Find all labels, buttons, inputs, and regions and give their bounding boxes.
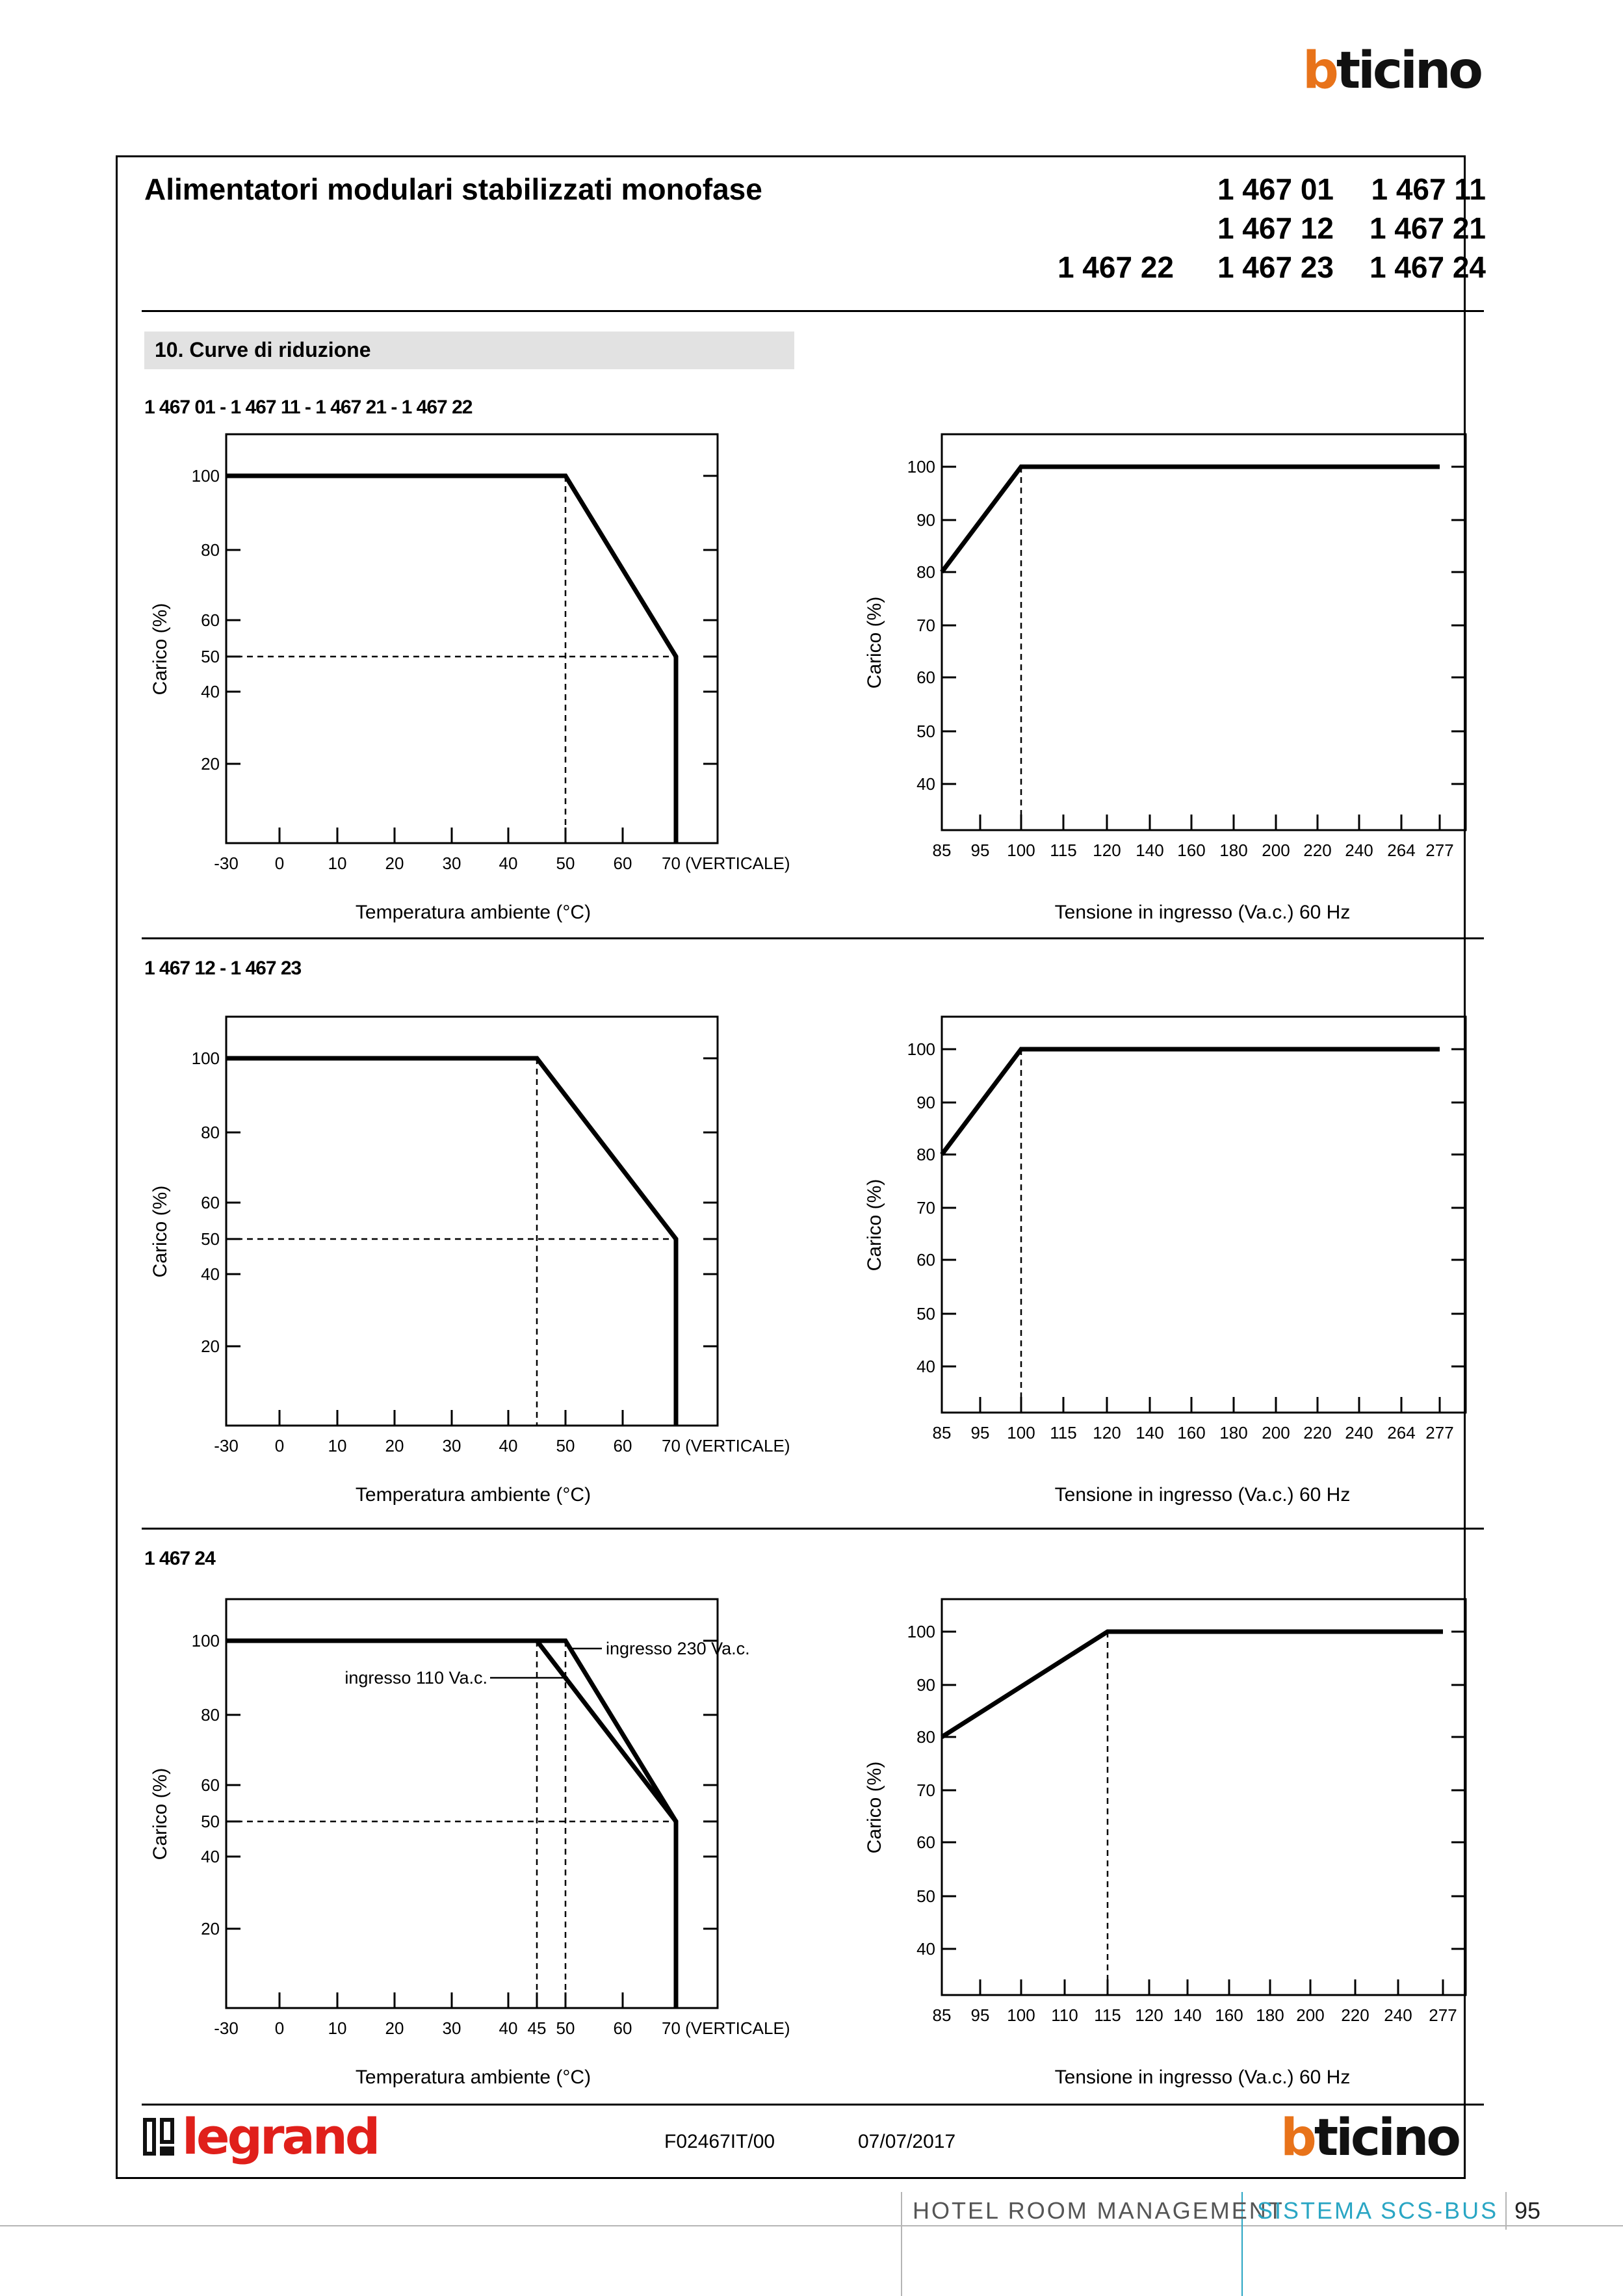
chart-volt-1: [858, 429, 1508, 923]
series-callout-label: ingresso 110 Va.c.: [344, 1668, 487, 1688]
y-axis-label: Carico (%): [149, 1768, 171, 1860]
bticino-footer-b: b: [1280, 2109, 1314, 2167]
code-7: 1 467 24: [1369, 250, 1486, 284]
x-tick-label: -30: [214, 854, 239, 873]
code-6: 1 467 23: [1217, 250, 1334, 284]
x-tick-label: 10: [328, 854, 347, 873]
y-tick-label: 80: [201, 1123, 220, 1142]
x-tick-label: 20: [385, 1436, 404, 1455]
x-tick-label: 140: [1136, 1423, 1164, 1442]
x-tick-label: 110: [1051, 2005, 1078, 2025]
x-tick-label: 0: [274, 1436, 285, 1455]
y-axis-label: Carico (%): [149, 603, 171, 696]
y-tick-label: 100: [191, 1631, 220, 1650]
series-line-1: [942, 1049, 1440, 1155]
x-tick-label: 120: [1093, 1423, 1121, 1442]
y-tick-label: 100: [907, 1622, 935, 1641]
y-axis-label: Carico (%): [864, 1179, 885, 1272]
x-tick-label: 20: [385, 2018, 404, 2038]
y-tick-label: 60: [201, 610, 220, 630]
x-axis-label: Temperatura ambiente (°C): [355, 2067, 591, 2088]
x-tick-label: 277: [1425, 1423, 1454, 1442]
y-tick-label: 80: [201, 540, 220, 560]
x-tick-label: 30: [442, 2018, 461, 2038]
plot-frame: [226, 434, 718, 843]
bticino-logo-top: [1303, 42, 1481, 100]
y-tick-label: 100: [907, 457, 935, 476]
y-tick-label: 40: [201, 1847, 220, 1866]
footer-divider: [142, 2104, 1484, 2106]
x-tick-label: 100: [1007, 2005, 1035, 2025]
legrand-mark-icon: [142, 2117, 175, 2157]
group-label-3: 1 467 24: [144, 1548, 215, 1569]
plot-frame: [226, 1599, 718, 2008]
y-tick-label: 80: [916, 1727, 935, 1747]
x-tick-label: 277: [1429, 2005, 1457, 2025]
y-tick-label: 100: [191, 466, 220, 486]
x-axis-label: Tensione in ingresso (Va.c.) 60 Hz: [1054, 2067, 1351, 2088]
x-tick-label: 180: [1219, 841, 1248, 860]
chart-volt-3: [858, 1594, 1508, 2088]
x-axis-label: Temperatura ambiente (°C): [355, 1484, 591, 1506]
x-tick-label: 40: [499, 2018, 518, 2038]
x-tick-label: 60: [613, 2018, 632, 2038]
x-tick-label: 160: [1177, 1423, 1206, 1442]
document-title: Alimentatori modulari stabilizzati monofase: [144, 172, 762, 206]
y-tick-label: 90: [916, 510, 935, 530]
y-tick-label: 60: [201, 1193, 220, 1212]
x-tick-label: 100: [1007, 1423, 1035, 1442]
footer-date: 07/07/2017: [858, 2131, 956, 2152]
series-line-2: [226, 1641, 676, 2008]
group-label-1: 1 467 01 - 1 467 11 - 1 467 21 - 1 467 22: [144, 397, 473, 418]
x-tick-label: 50: [556, 854, 575, 873]
y-tick-label: 40: [201, 1264, 220, 1284]
y-axis-label: Carico (%): [149, 1185, 171, 1278]
x-tick-label: 40: [499, 854, 518, 873]
x-tick-label: 50: [556, 1436, 575, 1455]
x-tick-label: 200: [1296, 2005, 1325, 2025]
code-5: 1 467 22: [1057, 250, 1174, 284]
x-tick-label: 85: [932, 2005, 952, 2025]
y-tick-label: 50: [916, 722, 935, 741]
y-tick-label: 60: [201, 1775, 220, 1795]
group-label-2: 1 467 12 - 1 467 23: [144, 958, 302, 979]
x-axis-label: Temperatura ambiente (°C): [355, 902, 591, 923]
x-tick-label: 70 (VERTICALE): [662, 1436, 790, 1455]
y-tick-label: 40: [201, 682, 220, 701]
x-tick-label: 277: [1425, 841, 1454, 860]
y-tick-label: 20: [201, 754, 220, 774]
plot-frame: [226, 1017, 718, 1426]
y-tick-label: 20: [201, 1919, 220, 1938]
x-tick-label: 120: [1093, 841, 1121, 860]
x-tick-label: 200: [1262, 841, 1290, 860]
chart-temp-1: [142, 429, 792, 923]
y-tick-label: 100: [191, 1049, 220, 1068]
x-tick-label: 115: [1094, 2005, 1121, 2025]
bticino-logo-b: b: [1303, 42, 1336, 100]
y-tick-label: 50: [201, 1812, 220, 1831]
y-tick-label: 100: [907, 1039, 935, 1059]
x-tick-label: 120: [1135, 2005, 1163, 2025]
y-tick-label: 90: [916, 1093, 935, 1112]
x-tick-label: 95: [970, 2005, 990, 2025]
x-tick-label: 240: [1345, 841, 1373, 860]
x-tick-label: 30: [442, 1436, 461, 1455]
y-tick-label: 50: [201, 647, 220, 666]
x-tick-label: 140: [1136, 841, 1164, 860]
x-tick-label: 0: [274, 854, 285, 873]
y-tick-label: 80: [916, 1145, 935, 1164]
x-tick-label: 240: [1384, 2005, 1412, 2025]
x-tick-label: 264: [1387, 841, 1416, 860]
x-tick-label: 0: [274, 2018, 285, 2038]
bottom-separator-1: [901, 2192, 902, 2296]
x-tick-label: 10: [328, 1436, 347, 1455]
x-tick-label: 220: [1341, 2005, 1370, 2025]
x-tick-label: 30: [442, 854, 461, 873]
chart-temp-2: [142, 1011, 792, 1506]
series-line-1: [226, 1058, 676, 1426]
x-tick-label: 95: [970, 841, 990, 860]
series-callout-label: ingresso 230 Va.c.: [606, 1639, 750, 1658]
y-tick-label: 60: [916, 668, 935, 687]
y-tick-label: 60: [916, 1833, 935, 1852]
y-tick-label: 90: [916, 1675, 935, 1695]
x-tick-label: 200: [1262, 1423, 1290, 1442]
x-tick-label: 60: [613, 854, 632, 873]
chart-volt-2: [858, 1011, 1508, 1506]
bottom-middle-label: SISTEMA SCS-BUS: [1257, 2197, 1499, 2224]
x-tick-label: 160: [1215, 2005, 1243, 2025]
x-tick-label: 180: [1219, 1423, 1248, 1442]
header-divider: [142, 310, 1484, 312]
x-tick-label: 240: [1345, 1423, 1373, 1442]
x-tick-label: 45: [527, 2018, 547, 2038]
y-tick-label: 70: [916, 1781, 935, 1800]
y-tick-label: 80: [201, 1705, 220, 1725]
x-tick-label: 40: [499, 1436, 518, 1455]
x-tick-label: 180: [1256, 2005, 1284, 2025]
series-line-1: [942, 1632, 1443, 1737]
x-tick-label: 70 (VERTICALE): [662, 2018, 790, 2038]
section-title: 10. Curve di riduzione: [155, 338, 371, 361]
x-tick-label: 70 (VERTICALE): [662, 854, 790, 873]
y-tick-label: 70: [916, 616, 935, 635]
x-tick-label: 85: [932, 1423, 952, 1442]
series-line-1: [226, 1641, 676, 2008]
bottom-rule: [0, 2225, 1623, 2226]
x-tick-label: 264: [1387, 1423, 1416, 1442]
y-tick-label: 80: [916, 562, 935, 582]
x-tick-label: 20: [385, 854, 404, 873]
x-tick-label: 95: [970, 1423, 990, 1442]
x-tick-label: 115: [1050, 841, 1077, 860]
series-line-1: [942, 467, 1440, 572]
y-tick-label: 20: [201, 1337, 220, 1356]
x-tick-label: 10: [328, 2018, 347, 2038]
y-tick-label: 40: [916, 774, 935, 794]
series-line-1: [226, 476, 676, 843]
x-axis-label: Tensione in ingresso (Va.c.) 60 Hz: [1054, 902, 1351, 923]
x-tick-label: 115: [1050, 1423, 1077, 1442]
y-tick-label: 50: [201, 1229, 220, 1249]
x-tick-label: 85: [932, 841, 952, 860]
chart-temp-3: [142, 1594, 792, 2088]
y-tick-label: 70: [916, 1198, 935, 1218]
x-tick-label: 60: [613, 1436, 632, 1455]
x-tick-label: -30: [214, 1436, 239, 1455]
x-tick-label: 140: [1173, 2005, 1202, 2025]
x-tick-label: 100: [1007, 841, 1035, 860]
y-axis-label: Carico (%): [864, 1761, 885, 1854]
section-heading: [144, 332, 794, 369]
legrand-wordmark: legrand: [182, 2107, 378, 2165]
code-1: 1 467 01: [1217, 172, 1334, 206]
y-tick-label: 60: [916, 1250, 935, 1270]
code-4: 1 467 21: [1369, 211, 1486, 245]
bticino-footer-rest: ticino: [1314, 2109, 1459, 2167]
bticino-logo-footer: [1280, 2109, 1459, 2167]
x-tick-label: 50: [556, 2018, 575, 2038]
bottom-left-label: HOTEL ROOM MANAGEMENT: [913, 2197, 1284, 2224]
y-tick-label: 40: [916, 1939, 935, 1959]
x-tick-label: 220: [1303, 1423, 1332, 1442]
y-tick-label: 40: [916, 1357, 935, 1376]
y-axis-label: Carico (%): [864, 596, 885, 689]
group-divider-1: [142, 937, 1484, 939]
bticino-logo-rest: ticino: [1336, 42, 1481, 100]
footer-doc-code: F02467IT/00: [664, 2131, 775, 2152]
plot-frame: [942, 1599, 1466, 1995]
x-axis-label: Tensione in ingresso (Va.c.) 60 Hz: [1054, 1484, 1351, 1506]
group-divider-2: [142, 1528, 1484, 1530]
bottom-separator-3: [1505, 2192, 1507, 2230]
code-2: 1 467 11: [1371, 172, 1486, 206]
page-number: 95: [1514, 2197, 1541, 2224]
x-tick-label: -30: [214, 2018, 239, 2038]
y-tick-label: 50: [916, 1304, 935, 1324]
x-tick-label: 160: [1177, 841, 1206, 860]
y-tick-label: 50: [916, 1886, 935, 1906]
x-tick-label: 220: [1303, 841, 1332, 860]
code-3: 1 467 12: [1217, 211, 1334, 245]
